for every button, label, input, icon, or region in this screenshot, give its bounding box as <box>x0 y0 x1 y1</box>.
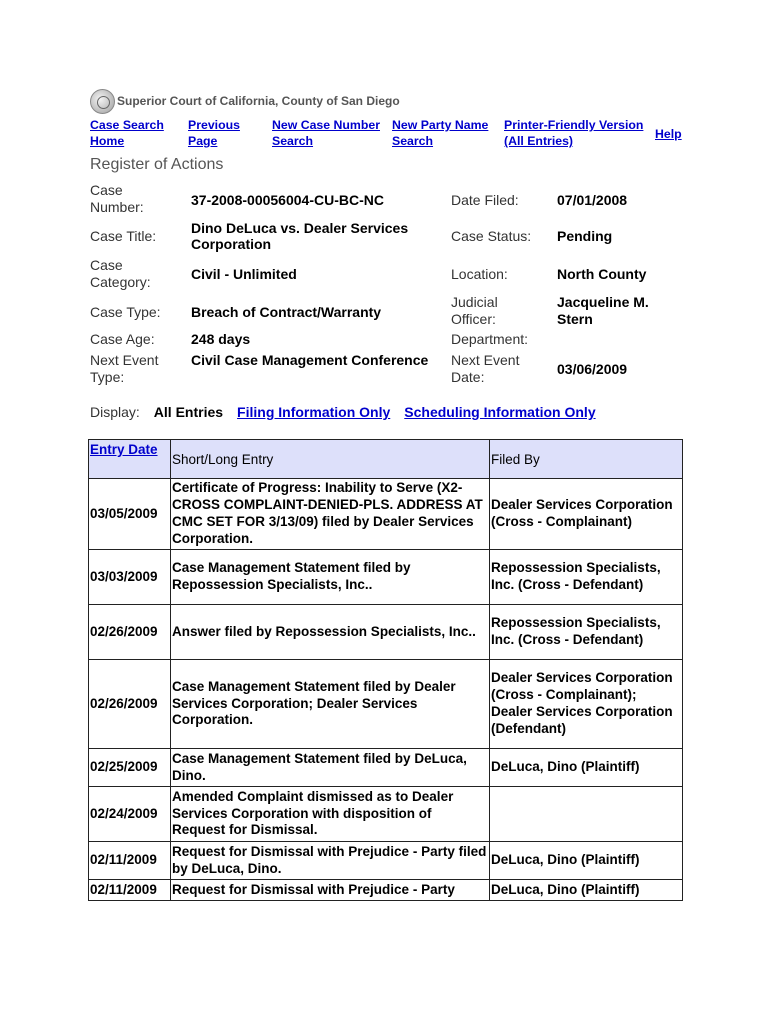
case-search-home-link[interactable]: Case Search Home <box>90 118 164 148</box>
entry-date: 02/26/2009 <box>89 605 171 660</box>
entry-date: 02/26/2009 <box>89 660 171 749</box>
entry-date: 03/05/2009 <box>89 479 171 550</box>
new-party-name-search-link[interactable]: New Party Name Search <box>392 118 489 148</box>
entry-filed-by: Dealer Services Corporation (Cross - Complainant) <box>490 479 683 550</box>
next-event-type-value: Civil Case Management Conference <box>191 352 429 368</box>
entry-text: Request for Dismissal with Prejudice - Party <box>171 880 490 901</box>
entries-table <box>88 439 683 901</box>
filing-information-link[interactable]: Filing Information Only <box>237 404 391 420</box>
table-row <box>89 749 683 787</box>
previous-page-link[interactable]: Previous Page <box>188 118 240 148</box>
next-event-type-label: Next Event Type: <box>90 352 159 385</box>
judicial-officer-value: Jacqueline M. Stern <box>557 294 649 327</box>
entry-text: Case Management Statement filed by Repossession Specialists, Inc.. <box>171 550 490 605</box>
table-row <box>89 787 683 842</box>
court-seal-icon <box>90 89 115 114</box>
next-event-date-value: 03/06/2009 <box>557 361 628 377</box>
entry-filed-by: Repossession Specialists, Inc. (Cross - Defendant) <box>490 550 683 605</box>
table-row <box>89 880 683 901</box>
entry-filed-by: Dealer Services Corporation (Cross - Complainant); Dealer Services Corporation (Defendant) <box>490 660 683 749</box>
department-label: Department: <box>451 331 529 347</box>
table-row <box>89 605 683 660</box>
short-long-entry-header: Short/Long Entry <box>171 440 490 479</box>
display-label: Display: <box>90 404 140 420</box>
case-age-label: Case Age: <box>90 331 155 347</box>
table-row <box>89 660 683 749</box>
location-label: Location: <box>451 266 508 282</box>
entry-filed-by <box>490 787 683 842</box>
court-name: Superior Court of California, County of San Diego <box>117 94 400 108</box>
scheduling-information-link[interactable]: Scheduling Information Only <box>404 404 596 420</box>
table-row <box>89 479 683 550</box>
table-header-row <box>89 440 683 479</box>
entry-filed-by: DeLuca, Dino (Plaintiff) <box>490 880 683 901</box>
entry-filed-by: DeLuca, Dino (Plaintiff) <box>490 842 683 880</box>
display-all-entries: All Entries <box>153 404 224 420</box>
table-row <box>89 842 683 880</box>
help-link[interactable]: Help <box>655 127 682 141</box>
new-case-number-search-link[interactable]: New Case Number Search <box>272 118 380 148</box>
judicial-officer-label: Judicial Officer: <box>451 294 498 327</box>
next-event-date-label: Next Event Date: <box>451 352 520 385</box>
case-category-label: Case Category: <box>90 257 151 290</box>
location-value: North County <box>557 266 647 282</box>
case-title-value: Dino DeLuca vs. Dealer Services Corporation <box>191 220 409 252</box>
entry-text: Amended Complaint dismissed as to Dealer Services Corporation with disposition of Request for Dismissal. <box>171 787 490 842</box>
case-status-label: Case Status: <box>451 228 532 244</box>
entry-filed-by: Repossession Specialists, Inc. (Cross - Defendant) <box>490 605 683 660</box>
entry-date: 03/03/2009 <box>89 550 171 605</box>
display-filter <box>90 404 610 420</box>
page-title: Register of Actions <box>90 156 224 173</box>
case-number-value: 37-2008-00056004-CU-BC-NC <box>191 192 384 208</box>
case-age-value: 248 days <box>191 331 251 347</box>
case-status-value: Pending <box>557 228 613 244</box>
entry-date: 02/25/2009 <box>89 749 171 787</box>
entry-text: Case Management Statement filed by Dealer Services Corporation; Dealer Services Corporation. <box>171 660 490 749</box>
court-header <box>90 88 400 114</box>
printer-friendly-link[interactable]: Printer-Friendly Version (All Entries) <box>504 118 644 148</box>
entry-text: Case Management Statement filed by DeLuca, Dino. <box>171 749 490 787</box>
entry-date: 02/11/2009 <box>89 842 171 880</box>
case-number-label: Case Number: <box>90 182 144 215</box>
case-type-label: Case Type: <box>90 304 161 320</box>
entry-date-header[interactable] <box>89 440 171 479</box>
entry-date: 02/11/2009 <box>89 880 171 901</box>
entry-text: Answer filed by Repossession Specialists, Inc.. <box>171 605 490 660</box>
entry-date-sort-link[interactable]: Entry Date <box>90 442 158 457</box>
entry-filed-by: DeLuca, Dino (Plaintiff) <box>490 749 683 787</box>
entry-text: Certificate of Progress: Inability to Serve (X2- CROSS COMPLAINT-DENIED-PLS. ADDRESS AT CMC SET FOR 3/13/09) filed by Dealer Services Corporation. <box>171 479 490 550</box>
date-filed-value: 07/01/2008 <box>557 192 628 208</box>
table-row <box>89 550 683 605</box>
case-category-value: Civil - Unlimited <box>191 266 297 282</box>
filed-by-header: Filed By <box>490 440 683 479</box>
case-type-value: Breach of Contract/Warranty <box>191 304 382 320</box>
date-filed-label: Date Filed: <box>451 192 519 208</box>
case-title-label: Case Title: <box>90 228 157 244</box>
entry-date: 02/24/2009 <box>89 787 171 842</box>
entry-text: Request for Dismissal with Prejudice - Party filed by DeLuca, Dino. <box>171 842 490 880</box>
